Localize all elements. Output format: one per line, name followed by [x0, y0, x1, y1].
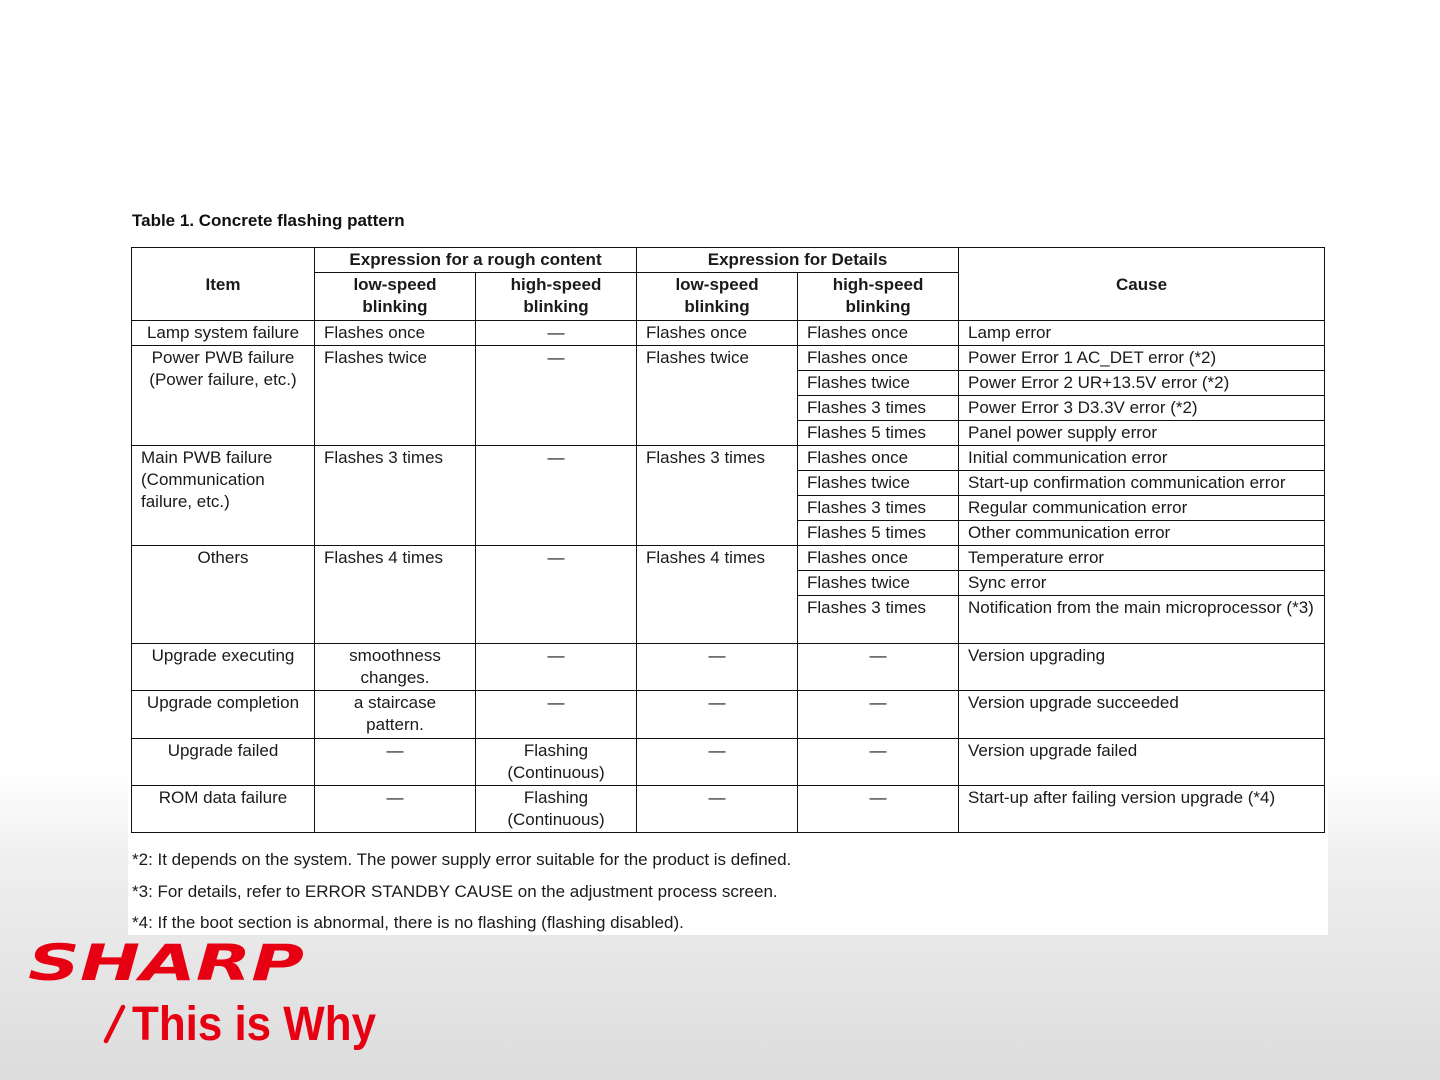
detail-high-cell: Flashes twice: [798, 371, 959, 396]
header-details: Expression for Details: [637, 248, 959, 273]
table-row: [132, 546, 1325, 571]
detail-high-cell: Flashes once: [798, 321, 959, 346]
cause-cell: Temperature error: [959, 546, 1325, 571]
detail-high-cell: Flashes once: [798, 346, 959, 371]
detail-low-cell: Flashes 3 times: [637, 446, 798, 546]
cause-cell: Notification from the main microprocessor (*3): [959, 596, 1325, 644]
rough-low-cell: smoothness changes.: [315, 644, 476, 691]
item-cell: ROM data failure: [132, 786, 315, 833]
item-cell: Upgrade failed: [132, 739, 315, 786]
header-detail-high: high-speed blinking: [798, 273, 959, 321]
detail-low-cell: —: [637, 644, 798, 691]
footnote-3: *3: For details, refer to ERROR STANDBY CAUSE on the adjustment process screen.: [132, 881, 778, 901]
detail-high-cell: Flashes twice: [798, 571, 959, 596]
detail-high-cell: Flashes 5 times: [798, 521, 959, 546]
rough-low-cell: Flashes 3 times: [315, 446, 476, 546]
cause-cell: Sync error: [959, 571, 1325, 596]
item-cell: Lamp system failure: [132, 321, 315, 346]
cause-cell: Start-up after failing version upgrade (*4): [959, 786, 1325, 833]
detail-low-cell: Flashes 4 times: [637, 546, 798, 644]
rough-high-cell: —: [476, 546, 637, 644]
rough-high-cell: Flashing (Continuous): [476, 786, 637, 833]
cause-cell: Regular communication error: [959, 496, 1325, 521]
rough-high-cell: —: [476, 446, 637, 546]
detail-high-cell: Flashes 3 times: [798, 596, 959, 644]
flashing-pattern-table: [131, 247, 1325, 833]
cause-cell: Version upgrading: [959, 644, 1325, 691]
rough-high-cell: —: [476, 644, 637, 691]
detail-high-cell: —: [798, 786, 959, 833]
cause-cell: Version upgrade failed: [959, 739, 1325, 786]
table-row: [132, 739, 1325, 786]
cause-cell: Panel power supply error: [959, 421, 1325, 446]
detail-low-cell: Flashes once: [637, 321, 798, 346]
sharp-logo: [28, 930, 377, 1060]
detail-low-cell: —: [637, 786, 798, 833]
rough-high-cell: —: [476, 321, 637, 346]
detail-high-cell: Flashes twice: [798, 471, 959, 496]
item-cell: Main PWB failure (Communication failure, etc.): [132, 446, 315, 546]
cause-cell: Initial communication error: [959, 446, 1325, 471]
cause-cell: Power Error 3 D3.3V error (*2): [959, 396, 1325, 421]
cause-cell: Power Error 2 UR+13.5V error (*2): [959, 371, 1325, 396]
detail-high-cell: Flashes 3 times: [798, 396, 959, 421]
table-row: [132, 446, 1325, 471]
rough-high-cell: Flashing (Continuous): [476, 739, 637, 786]
cause-cell: Power Error 1 AC_DET error (*2): [959, 346, 1325, 371]
rough-high-cell: —: [476, 691, 637, 739]
footnote-4: *4: If the boot section is abnormal, there is no flashing (flashing disabled).: [132, 913, 684, 932]
detail-high-cell: —: [798, 691, 959, 739]
rough-low-cell: Flashes twice: [315, 346, 476, 446]
rough-low-cell: Flashes 4 times: [315, 546, 476, 644]
detail-high-cell: Flashes 3 times: [798, 496, 959, 521]
header-rough-low: low-speed blinking: [315, 273, 476, 321]
table-row: [132, 346, 1325, 371]
item-cell: Power PWB failure (Power failure, etc.): [132, 346, 315, 446]
rough-low-cell: —: [315, 739, 476, 786]
rough-low-cell: —: [315, 786, 476, 833]
header-cause: Cause: [959, 248, 1325, 321]
table-caption: Table 1. Concrete flashing pattern: [132, 211, 405, 230]
cause-cell: Other communication error: [959, 521, 1325, 546]
rough-low-cell: Flashes once: [315, 321, 476, 346]
header-item: Item: [132, 248, 315, 321]
header-detail-low: low-speed blinking: [637, 273, 798, 321]
cause-cell: Version upgrade succeeded: [959, 691, 1325, 739]
detail-low-cell: Flashes twice: [637, 346, 798, 446]
cause-cell: Lamp error: [959, 321, 1325, 346]
header-rough: Expression for a rough content: [315, 248, 637, 273]
detail-high-cell: —: [798, 739, 959, 786]
detail-high-cell: Flashes once: [798, 546, 959, 571]
detail-high-cell: —: [798, 644, 959, 691]
rough-low-cell: a staircase pattern.: [315, 691, 476, 739]
detail-high-cell: Flashes once: [798, 446, 959, 471]
cause-cell: Start-up confirmation communication error: [959, 471, 1325, 496]
table-row: [132, 321, 1325, 346]
table-row: [132, 786, 1325, 833]
detail-high-cell: Flashes 5 times: [798, 421, 959, 446]
tagline: This is Why: [132, 998, 377, 1051]
table-row: [132, 644, 1325, 691]
detail-low-cell: —: [637, 691, 798, 739]
table-row: [132, 691, 1325, 739]
item-cell: Others: [132, 546, 315, 644]
item-cell: Upgrade executing: [132, 644, 315, 691]
item-cell: Upgrade completion: [132, 691, 315, 739]
footnote-2: *2: It depends on the system. The power supply error suitable for the product is defined.: [132, 850, 792, 869]
header-rough-high: high-speed blinking: [476, 273, 637, 321]
slash-mark: [106, 1007, 123, 1041]
sharp-wordmark: SHARP: [28, 934, 304, 992]
detail-low-cell: —: [637, 739, 798, 786]
rough-high-cell: —: [476, 346, 637, 446]
